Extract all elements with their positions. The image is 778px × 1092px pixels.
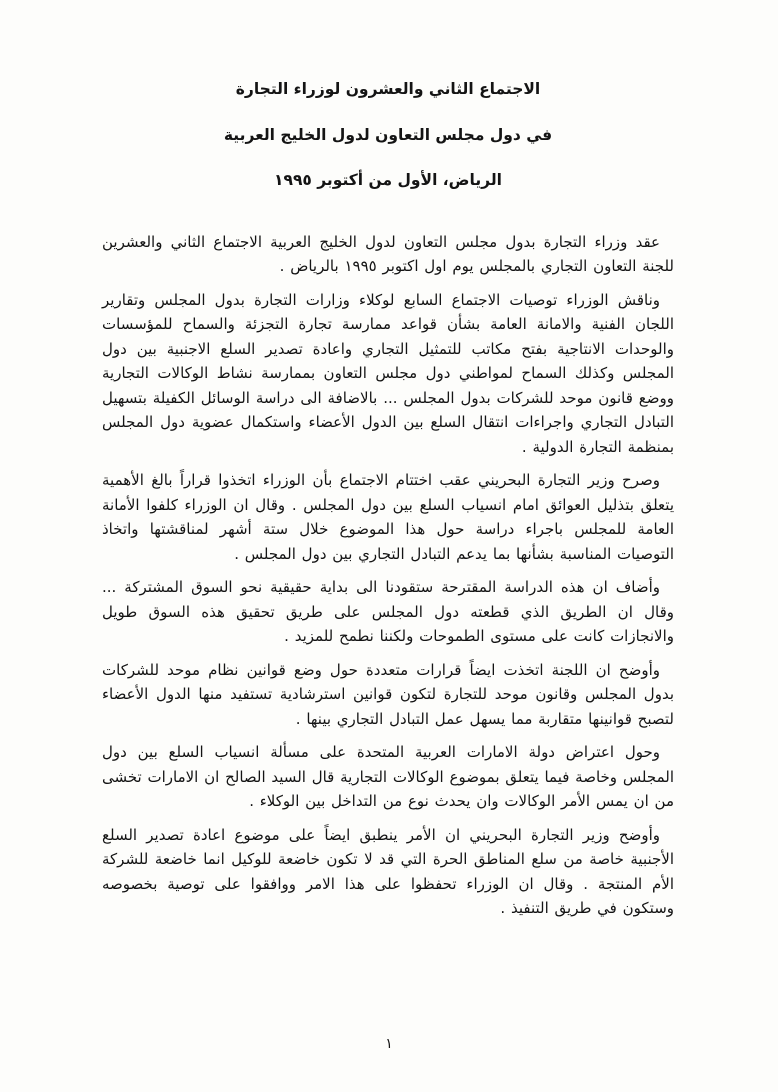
document-body [102,230,674,921]
title-line-1: الاجتماع الثاني والعشرون لوزراء التجارة [235,80,541,98]
paragraph-1: عقد وزراء التجارة بدول مجلس التعاون لدول الخليج العربية الاجتماع الثاني والعشرين للجنة التعاون التجاري بالمجلس يوم اول اكتوبر ١٩٩٥ بالرياض . [102,232,674,276]
page-number: ١ [385,1036,393,1052]
paragraph-2: وناقش الوزراء توصيات الاجتماع السابع لوكلاء وزارات التجارة بدول المجلس وتقارير اللجان الفنية والامانة العامة بشأن قواعد ممارسة تجارة التجزئة والسماح للمؤسسات والوحدات الانتاجية بفتح مكاتب للتمثيل التجاري واعادة تصدير السلع الاجنبية بين دول المجلس وكذلك السماح لمواطني دول مجلس التعاون بممارسة نشاط الوكالات التجارية ووضع قانون موحد للشركات بدول المجلس ... بالاضافة الى دراسة الوسائل الكفيلة بتسهيل التبادل التجاري واجراءات انتقال السلع بين الدول الأعضاء واستكمال عضوية دول المجلس بمنظمة التجارة الدولية . [102,290,674,456]
title-line-3: الرياض، الأول من أكتوبر ١٩٩٥ [274,171,502,190]
document-title-block [102,80,674,190]
page-footer [0,1033,778,1052]
title-line-2: في دول مجلس التعاون لدول الخليج العربية [223,125,553,144]
paragraph-3: وصرح وزير التجارة البحريني عقب اختتام الاجتماع بأن الوزراء اتخذوا قراراً بالغ الأهمية يتعلق بتذليل العوائق امام انسياب السلع بين دول المجلس . وقال ان الوزراء كلفوا الأمانة العامة للمجلس باجراء دراسة حول هذا الموضوع خلال ستة أشهر لمناقشتها واتخاذ التوصيات المناسبة بشأنها بما يدعم التبادل التجاري بين دول المجلس . [102,471,674,563]
paragraph-6: وحول اعتراض دولة الامارات العربية المتحدة على مسألة انسياب السلع بين دول المجلس وخاصة فيما يتعلق بموضوع الوكالات التجارية قال السيد الصالح ان الامارات تخشى من ان يمس الأمر الوكالات وان يحدث نوع من التداخل بين الوكلاء . [101,743,674,811]
paragraph-4: وأضاف ان هذه الدراسة المقترحة ستقودنا الى بداية حقيقية نحو السوق المشتركة ... وقال ان الطريق الذي قطعته دول المجلس على طريق تحقيق هذه السوق طويل والانجازات كانت على مستوى الطموحات ولكننا نطمح للمزيد . [102,578,674,646]
paragraph-7: وأوضح وزير التجارة البحريني ان الأمر ينطبق ايضاً على موضوع اعادة تصدير السلع الأجنبية خاصة من سلع المناطق الحرة التي قد لا تكون خاضعة للوكيل انما خاضعة للشركة الأم المنتجة . وقال ان الوزراء تحفظوا على هذا الامر ووافقوا على توصية بخصوصه وستكون في طريق التنفيذ . [102,825,674,918]
paragraph-5: وأوضح ان اللجنة اتخذت ايضاً قرارات متعددة حول وضع قوانين نظام موحد للشركات بدول المجلس وقانون موحد للتجارة لتكون قوانين استرشادية تستفيد منها الدول الأعضاء لتصبح قوانينها متقاربة مما يسهل عمل التبادل التجاري بينها . [102,660,674,728]
